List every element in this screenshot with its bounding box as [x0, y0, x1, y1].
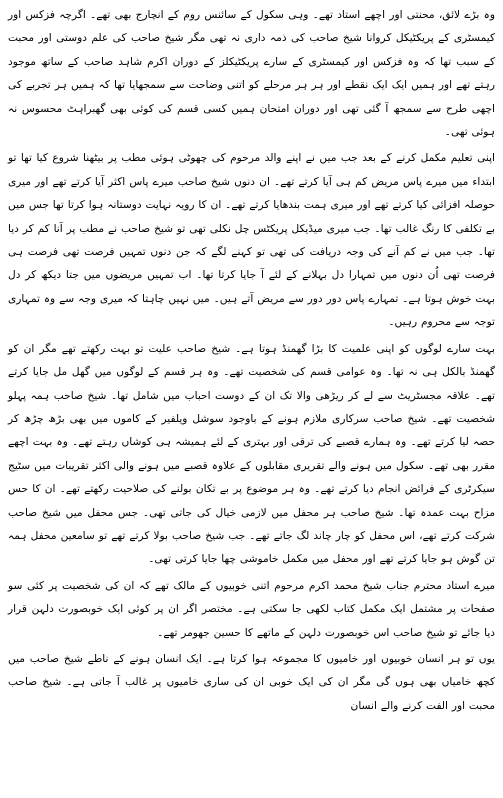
paragraph-3: بہت سارے لوگوں کو اپنی علمیت کا بڑا گھمنڈ ہوتا ہے۔ شیخ صاحب علیت تو بہت رکھتے تھے مگر ان کو گھمنڈ بالکل ہی نہ تھا۔ وہ عوامی قسم کی شخصیت تھے۔ وہ ہر قسم کے لوگوں میں گھل مل جایا کرتے تھے۔ علاقہ مجسٹریٹ سے لے کر ریڑھی والا تک ان کے دوست احباب میں شامل تھا۔ شیخ صاحب ہمہ پہلو شخصیت تھے۔ شیخ صاحب سرکاری ملازم ہونے کے باوجود سوشل ویلفیر کے کاموں میں بھی بڑھ چڑھ کر حصہ لیا کرتے تھے۔ وہ ہمارے قصبے کی ترقی اور بہتری کے لئے ہمیشہ ہی کوشاں رہتے تھے۔ وہ بہت اچھے مقرر بھی تھے۔ سکول میں ہونے والے تقریری مقابلوں کے علاوہ قصبے میں ہونے والی اکثر تقریبات میں سٹیج سیکرٹری کے فرائض انجام دیا کرتے تھے۔ وہ ہر موضوع پر بے تکان بولنے کی صلاحیت رکھتے تھے۔ ان کا حس مزاح بہت عمدہ تھا۔ شیخ صاحب ہر محفل میں لازمی خیال کی جاتی تھی۔ جس محفل میں شیخ صاحب شرکت کرتے تھے، اس محفل کو چار چاند لگ جاتے تھے۔ جب شیخ صاحب بولا کرتے تھے تو سامعین محفل ہمہ تن گوش ہو جایا کرتے تھے اور محفل میں مکمل خاموشی چھا جایا کرتی تھی۔ — [8, 342, 495, 566]
paragraph-1: وہ بڑے لائق، محنتی اور اچھے استاد تھے۔ وہی سکول کے سائنس روم کے انچارج بھی تھے۔ اگرچہ فزکس اور کیمسٹری کے پریکٹیکل کروانا شیخ صاحب کی ذمہ داری نہ تھی مگر شیخ صاحب کی علم دوستی اور محبت کے سبب تھا کہ وہ فزکس اور کیمسٹری کے سارے پریکٹیکلز کے دوران اکرم شاہد صاحب کے ساتھ موجود رہتے تھے اور ہمیں ایک ایک نقطے اور ہر ہر مرحلے کو اتنی وضاحت سے سمجھایا تھا کہ ہمیں ہر تجربے کی اچھی طرح سے سمجھ آ گئی تھی اور دوران امتحان ہمیں کسی قسم کی کوئی بھی گھبراہٹ محسوس نہ ہوئی تھی۔ — [8, 9, 495, 139]
paragraph-2: اپنی تعلیم مکمل کرنے کے بعد جب میں نے اپنے والد مرحوم کی چھوٹی ہوئی مطب پر بیٹھنا شروع کیا تھا تو ابتداء میں میرے پاس مریض کم ہی آیا کرتے تھے۔ ان دنوں شیخ صاحب میرے پاس اکثر آیا کرتے تھے اور میری حوصلہ افزائی کیا کرتے تھے اور میری ہمت بندھایا کرتے تھے۔ ان کا رویہ نہایت دوستانہ ہوا کرتا تھا جس میں بے تکلفی کا رنگ غالب تھا۔ جب میری میڈیکل پریکٹس چل نکلی تھی تو شیخ صاحب نے مطب پر آنا کم کر دیا تھا۔ جب میں نے کم آنے کی وجہ دریافت کی تھی تو کہنے لگے کہ جن دنوں تمہیں فرصت تھی فرصت ہی فرصت تھی اُن دنوں میں تمہارا دل بہلانے کے لئے آ جایا کرتا تھا۔ اب تمہیں مریضوں میں جتا دیکھ کر دل بہت خوش ہوتا ہے۔ تمہارے پاس دور دور سے مریض آتے ہیں۔ میں نہیں چاہتا کہ میری وجہ سے وہ تمہاری توجہ سے محروم رہیں۔ — [8, 152, 495, 329]
paragraph-5: یوں تو ہر انسان خوبیوں اور خامیوں کا مجموعہ ہوا کرتا ہے۔ ایک انسان ہونے کے ناطے شیخ صاحب میں کچھ خامیاں بھی ہوں گی مگر ان کی ایک خوبی ان کی ساری خامیوں پر غالب آ جاتی ہے۔ شیخ صاحب محبت اور الفت کرنے والے انسان — [8, 652, 495, 712]
paragraph-4: میرے استاد محترم جناب شیخ محمد اکرم مرحوم اتنی خوبیوں کے مالک تھے کہ ان کی شخصیت پر کئی سو صفحات پر مشتمل ایک مکمل کتاب لکھی جا سکتی ہے۔ مختصر اگر ان پر کوئی ایک خوبصورت دلہن قرار دیا جائے تو شیخ صاحب اس خوبصورت دلہن کے ماتھے کا حسین جھومر تھے۔ — [8, 579, 495, 639]
